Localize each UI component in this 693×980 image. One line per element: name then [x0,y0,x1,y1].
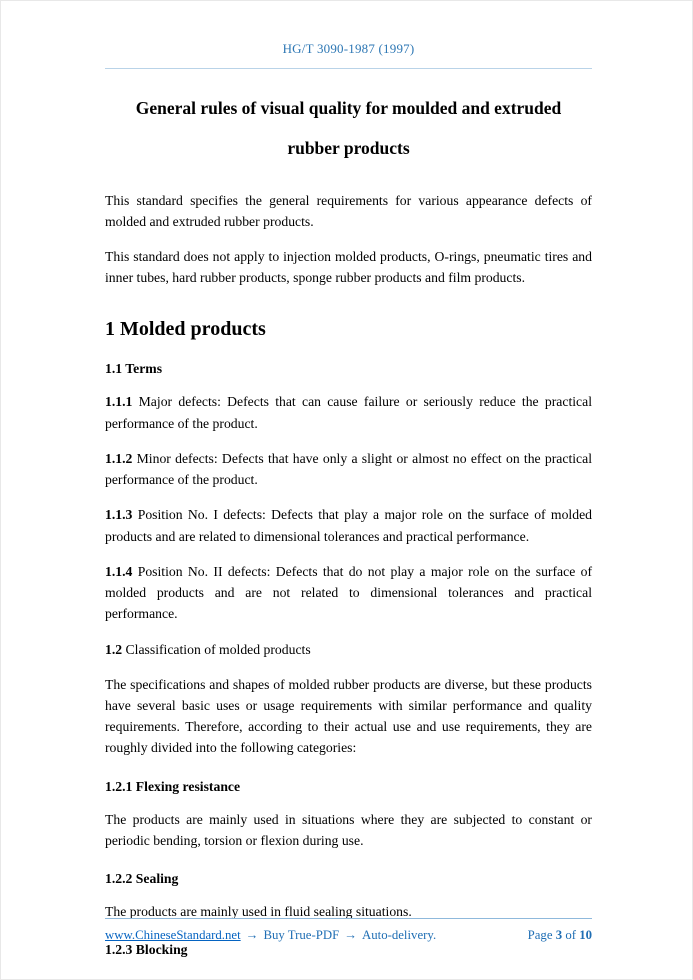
paragraph-position-2-defects [105,561,592,625]
paragraph-classification-detail: The specifications and shapes of molded rubber products are diverse, but these products have several basic uses or usage requirements with similar performance and quality requirements. Therefore, according to their actual use and use requirements, they are roughly divided into the following categories: [105,676,592,756]
paragraph-major-defects [105,391,592,433]
document-title-line1: General rules of visual quality for moulded and extruded [135,98,562,118]
clause-number: 1.1.4 [105,563,133,579]
subsection-heading-terms: 1.1 Terms [105,361,163,377]
footer-delivery-text: Auto-delivery. [362,928,437,942]
subsection-heading-blocking: 1.2.3 Blocking [105,942,188,958]
website-link[interactable]: www.ChineseStandard.net [105,928,241,942]
paragraph-sealing: The products are mainly used in fluid sealing situations. [105,904,412,920]
clause-number: 1.1.3 [105,507,133,523]
clause-text: Minor defects: Defects that have only a slight or almost no effect on the practical performance of the product. [105,450,593,488]
arrow-icon: → [245,928,259,942]
document-body [105,190,592,959]
total-pages: 10 [579,928,592,942]
paragraph-classification [105,639,592,660]
clause-text: Classification of molded products [125,641,311,657]
footer-buy-text: Buy True-PDF [263,928,340,942]
clause-number: 1.1.1 [105,394,133,410]
paragraph-minor-defects [105,448,592,490]
document-title [105,97,592,160]
paragraph-position-1-defects [105,504,592,546]
section-heading-molded-products: 1 Molded products [105,318,266,341]
subsection-heading-sealing: 1.2.2 Sealing [105,871,179,887]
page-footer [105,918,592,943]
paragraph-exclusions: This standard does not apply to injection molded products, O-rings, pneumatic tires and inner tubes, hard rubber products, sponge rubber products and film products. [105,248,592,286]
clause-text: Position No. II defects: Defects that do not play a major role on the surface of molded products and are not related to dimensional tolerances and practical performance. [105,563,592,622]
clause-number: 1.2 [105,641,123,657]
header-divider [105,68,592,69]
footer-left [105,928,436,943]
page-indicator [528,928,592,943]
clause-text: Major defects: Defects that can cause failure or seriously reduce the practical performance of the product. [105,394,593,431]
page-label: Page [527,928,553,942]
clause-number: 1.1.2 [105,450,133,466]
subsection-heading-flexing-resistance: 1.2.1 Flexing resistance [105,778,241,794]
document-title-line2: rubber products [287,137,410,158]
paragraph-flexing-resistance: The products are mainly used in situations where they are subjected to constant or periodic bending, torsion or flexion during use. [105,811,592,848]
of-label: of [565,928,576,942]
page-number: 3 [555,928,563,942]
paragraph-scope: This standard specifies the general requirements for various appearance defects of molded and extruded rubber products. [105,192,592,229]
arrow-icon: → [344,928,357,942]
clause-text: Position No. I defects: Defects that play a major role on the surface of molded products and are related to dimensional tolerances and practical performance. [105,507,592,544]
document-code: HG/T 3090-1987 (1997) [282,41,415,56]
